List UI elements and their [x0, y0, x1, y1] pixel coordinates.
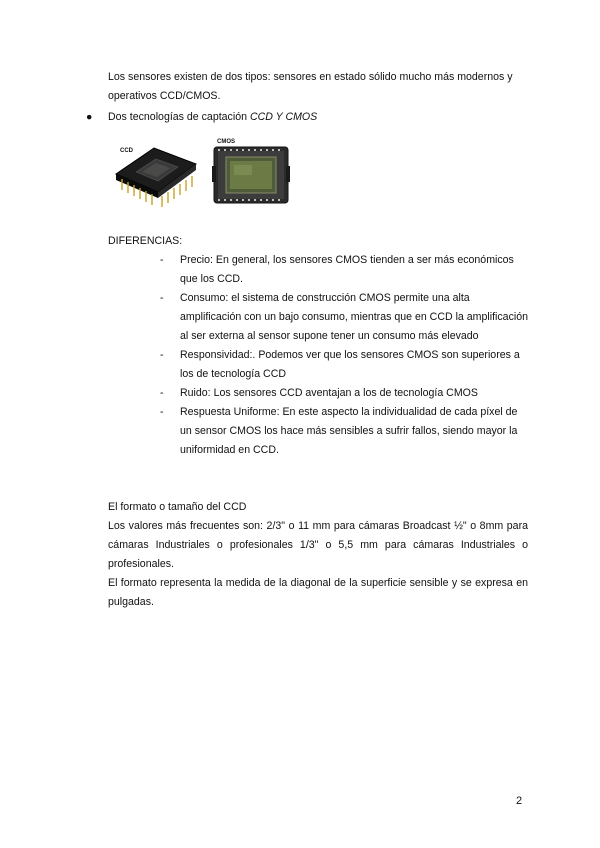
sensor-images: [114, 134, 294, 220]
list-item-text: Precio: En general, los sensores CMOS tienden a ser más económicos que los CCD.: [180, 254, 514, 285]
bullet-text: Dos tecnologías de captación: [108, 111, 250, 123]
page-number: 2: [516, 795, 523, 807]
dash-bullet: -: [160, 406, 164, 418]
format-paragraph-2: El formato representa la medida de la diagonal de la superficie sensible y se expresa en pulgadas.: [108, 577, 528, 608]
list-item: [160, 384, 530, 403]
list-item: [160, 289, 530, 346]
list-item: [160, 346, 530, 384]
dash-bullet: -: [160, 387, 164, 399]
differences-list: [160, 251, 530, 460]
dash-bullet: -: [160, 254, 164, 266]
list-item-text: Respuesta Uniforme: En este aspecto la individualidad de cada píxel de un sensor CMOS los hace más sensibles a sufrir fallos, siendo mayor la uniformidad en CCD.: [180, 406, 518, 456]
cmos-chip-image: [212, 139, 290, 203]
ccd-label: CCD: [120, 148, 133, 154]
differences-title: DIFERENCIAS:: [108, 235, 183, 247]
list-item: [160, 403, 530, 460]
format-paragraph-1: Los valores más frecuentes son: 2/3" o 11 mm para cámaras Broadcast ½" o 8mm para cámaras Industriales o profesionales 1/3" o 5,5 mm para cámaras Industriales o profesionales.: [108, 520, 528, 570]
list-item: [160, 251, 530, 289]
dash-bullet: -: [160, 349, 164, 361]
list-item-text: Responsividad:. Podemos ver que los sensores CMOS son superiores a los de tecnología CCD: [180, 349, 520, 380]
list-item-text: Consumo: el sistema de construcción CMOS permite una alta amplificación con un bajo consumo, mientras que en CCD la amplificación al ser externa al sensor supone tener un consumo más elevado: [180, 292, 529, 342]
list-item-text: Ruido: Los sensores CCD aventajan a los de tecnología CMOS: [180, 387, 478, 399]
bullet-emphasis: CCD Y CMOS: [249, 111, 318, 123]
cmos-label: CMOS: [217, 139, 235, 145]
ccd-chip-image: [116, 148, 196, 207]
format-section: [108, 498, 528, 612]
format-heading: El formato o tamaño del CCD: [108, 501, 247, 513]
bullet-technologies: [86, 108, 317, 127]
intro-paragraph: Los sensores existen de dos tipos: sensores en estado sólido mucho más modernos y operativos CCD/CMOS.: [108, 71, 513, 102]
bullet-dot-icon: ●: [86, 111, 93, 123]
dash-bullet: -: [160, 292, 164, 304]
sensor-images-svg: [114, 134, 294, 220]
